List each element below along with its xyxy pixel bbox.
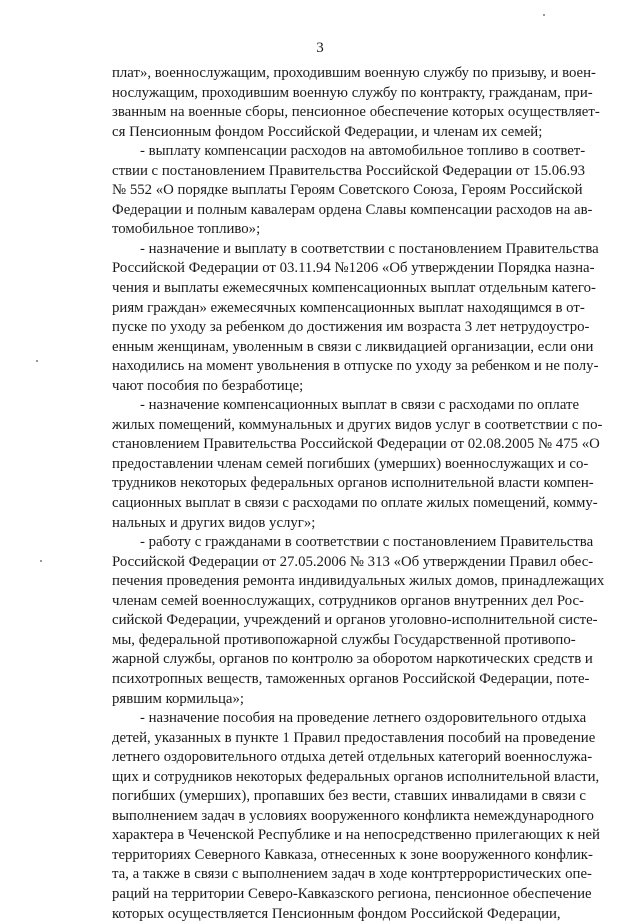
page-number: 3 (316, 40, 324, 56)
text-line: сационных выплат в связи с расходами по оплате жилых помещений, комму- (112, 495, 598, 512)
text-line: щих и сотрудников некоторых федеральных органов исполнительной власти, (112, 768, 600, 785)
text-line: званным на военные сборы, пенсионное обеспечение которых осуществляет- (112, 104, 600, 121)
text-line: печения проведения ремонта индивидуальных жилых домов, принадлежащих (112, 573, 605, 590)
text-line: нальных и других видов услуг»; (112, 514, 316, 531)
scan-speck (36, 360, 38, 362)
text-line: рявшим кормильца»; (112, 690, 244, 707)
text-line: жилых помещений, коммунальных и других видов услуг в соответствии с по- (112, 416, 603, 433)
text-line: нослужащим, проходившим военную службу по контракту, гражданам, при- (112, 84, 593, 101)
text-line: выполнением задач в условиях вооруженного конфликта немеждународного (112, 807, 594, 824)
text-line: раций на территории Северо-Кавказского региона, пенсионное обеспечение (112, 885, 592, 902)
text-line: детей, указанных в пункте 1 Правил предоставления пособий на проведение (112, 729, 596, 746)
text-line: - работу с гражданами в соответствии с постановлением Правительства (140, 534, 594, 551)
text-line: - выплату компенсации расходов на автомобильное топливо в соответ- (140, 143, 586, 160)
text-line: ся Пенсионным фондом Российской Федерации, и членам их семей; (112, 123, 543, 140)
text-line: - назначение и выплату в соответствии с постановлением Правительства (140, 240, 599, 257)
text-line: Российской Федерации от 27.05.2006 № 313 «Об утверждении Правил обес- (112, 553, 594, 570)
text-line: становлением Правительства Российской Федерации от 02.08.2005 № 475 «О (112, 436, 600, 453)
text-line: психотропных веществ, таможенных органов Российской Федерации, поте- (112, 670, 590, 687)
text-line: погибших (умерших), пропавших без вести, ставших инвалидами в связи с (112, 788, 586, 805)
scan-speck (40, 560, 42, 562)
text-line: трудников некоторых федеральных органов исполнительной власти компен- (112, 475, 594, 492)
text-line: Федерации и полным кавалерам ордена Славы компенсации расходов на ав- (112, 201, 593, 218)
text-line: ствии с постановлением Правительства Российской Федерации от 15.06.93 (112, 162, 585, 179)
text-line: № 552 «О порядке выплаты Героям Советского Союза, Героям Российской (112, 182, 583, 199)
text-line: Российской Федерации от 03.11.94 №1206 «Об утверждении Порядка назна- (112, 260, 595, 277)
text-line: плат», военнослужащим, проходившим военную службу по призыву, и воен- (112, 65, 596, 81)
text-line: риям граждан» ежемесячных компенсационных выплат находящимся в от- (112, 299, 585, 316)
text-line: та, а также в связи с выполнением задач в ходе контртеррористических опе- (112, 866, 592, 883)
text-line: жарной службы, органов по контролю за оборотом наркотических средств и (112, 651, 593, 668)
scan-speck (543, 14, 545, 16)
text-line: находились на момент увольнения в отпуске по уходу за ребенком и не полу- (112, 358, 599, 375)
text-line: мы, федеральной противопожарной службы Государственной противопо- (112, 631, 576, 648)
text-line: которых осуществляется Пенсионным фондом Российской Федерации, (112, 905, 561, 922)
text-line: пуске по уходу за ребенком до достижения им возраста 3 лет нетрудоустро- (112, 319, 590, 336)
text-line: чения и выплаты ежемесячных компенсационных выплат отдельным катего- (112, 280, 596, 297)
text-line: предоставлении членам семей погибших (умерших) военнослужащих и со- (112, 455, 589, 472)
text-line: - назначение пособия на проведение летнего оздоровительного отдыха (140, 710, 587, 727)
text-line: томобильное топливо»; (112, 221, 261, 238)
text-line: территориях Северного Кавказа, отнесенных к зоне вооруженного конфлик- (112, 846, 593, 863)
text-line: летнего оздоровительного отдыха детей отдельных категорий военнослужа- (112, 749, 593, 766)
text-line: чают пособия по безработице; (112, 377, 304, 394)
text-line: характера в Чеченской Республике и на непосредственно прилегающих к ней (112, 827, 600, 844)
document-body (112, 64, 605, 924)
text-line: сийской Федерации, учреждений и органов уголовно-исполнительной систе- (112, 612, 598, 629)
text-line: енным женщинам, уволенным в связи с ликвидацией организации, если они (112, 338, 594, 355)
text-line: членам семей военнослужащих, сотрудников органов внутренних дел Рос- (112, 592, 584, 609)
text-line: - назначение компенсационных выплат в связи с расходами по оплате (140, 397, 580, 414)
